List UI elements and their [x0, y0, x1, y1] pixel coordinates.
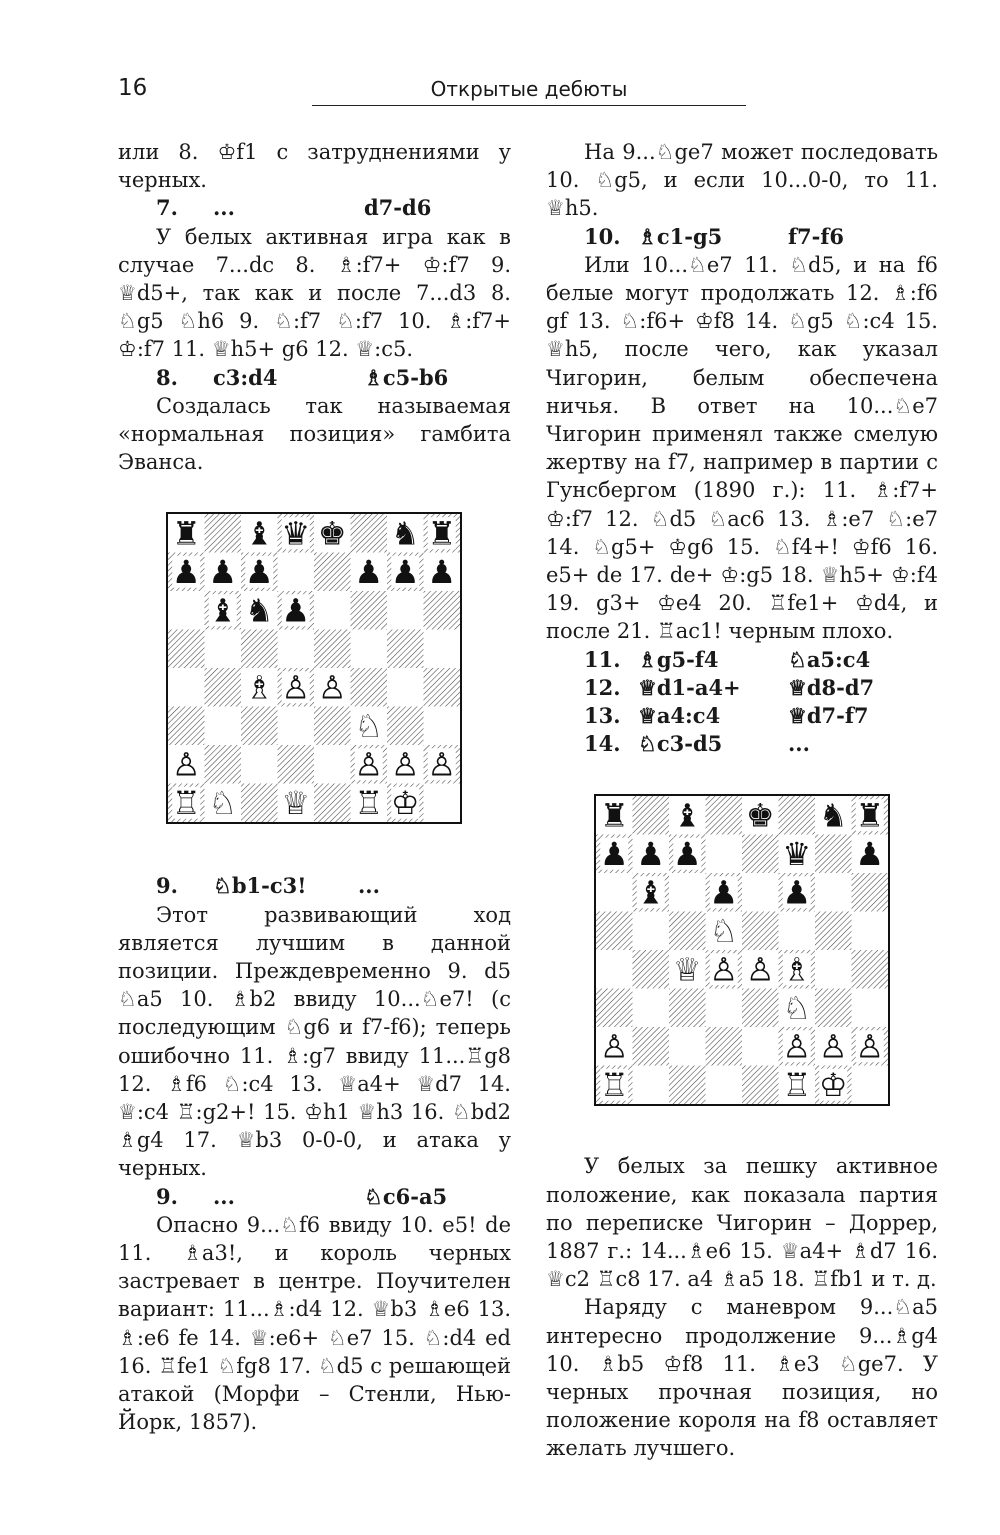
white-pawn-icon: ♙	[782, 1027, 812, 1066]
white-king-icon: ♔	[818, 1066, 848, 1105]
black-pawn-icon: ♟	[244, 553, 274, 592]
dark-square	[669, 912, 706, 951]
white-knight-icon: ♘	[208, 784, 238, 823]
dark-square	[314, 630, 351, 669]
white-move: ♗c1-g5	[638, 223, 723, 249]
running-title: Открытые дебюты	[430, 77, 628, 101]
black-rook-icon: ♜	[599, 796, 629, 835]
black-move: f7-f6	[788, 223, 845, 249]
black-king-icon: ♚	[317, 514, 347, 553]
black-pawn-icon: ♟	[427, 553, 457, 592]
white-pawn-icon: ♙	[599, 1027, 629, 1066]
black-pawn-icon: ♟	[390, 553, 420, 592]
black-bishop-icon: ♝	[208, 591, 238, 630]
page-number: 16	[118, 75, 148, 101]
dark-square	[314, 784, 351, 823]
white-move: c3:d4	[213, 364, 278, 390]
paragraph: Этот развивающий ход является лучшим в данной позиции. Преждевременно 9. d5 ♘a5 10. ♗b2 ввиду 10...♘e7! (с последующим ♘g6 и f7-f6); теперь ошибочно 11. ♗:g7 ввиду 11...♖g8 12. ♗f6 ♘:c4 13. ♕a4+ ♕d7 14. ♕:c4 ♖:g2+! 15. ♔h1 ♕h3 16. ♘bd2 ♗g4 17. ♕b3 0-0-0, и атака у черных.	[118, 902, 511, 1181]
move-number: 11.	[584, 646, 621, 672]
dark-square	[168, 630, 205, 669]
black-pawn-icon: ♟	[281, 591, 311, 630]
black-king-icon: ♚	[745, 796, 775, 835]
white-queen-icon: ♕	[672, 950, 702, 989]
white-pawn-icon: ♙	[818, 1027, 848, 1066]
white-rook-icon: ♖	[171, 784, 201, 823]
header-rule	[312, 105, 746, 106]
white-knight-icon: ♘	[709, 912, 739, 951]
dark-square	[314, 707, 351, 746]
move-line	[118, 1183, 511, 1211]
dark-square	[424, 668, 461, 707]
black-pawn-icon: ♟	[672, 835, 702, 874]
black-move: ♘c6-a5	[364, 1183, 448, 1209]
dark-square	[815, 989, 852, 1028]
white-bishop-icon: ♗	[244, 668, 274, 707]
dark-square	[706, 796, 743, 835]
white-move: ...	[213, 1183, 235, 1209]
white-pawn-icon: ♙	[317, 668, 347, 707]
move-number: 9.	[156, 873, 178, 899]
paragraph: У белых активная игра как в случае 7...dc 8. ♗:f7+ ♔:f7 9. ♕d5+, так как и после 7...d3 8. ♘g5 ♘h6 9. ♘:f7 ♘:f7 10. ♗:f7+ ♔:f7 11. ♕h5+ g6 12. ♕:c5.	[118, 224, 511, 362]
move-number: 13.	[584, 703, 621, 729]
white-king-icon: ♔	[390, 784, 420, 823]
white-rook-icon: ♖	[782, 1066, 812, 1105]
black-pawn-icon: ♟	[171, 553, 201, 592]
white-move: ♘c3-d5	[638, 731, 723, 757]
move-line	[546, 702, 938, 730]
move-number: 14.	[584, 731, 621, 757]
black-knight-icon: ♞	[818, 796, 848, 835]
move-line	[546, 223, 938, 251]
black-pawn-icon: ♟	[782, 873, 812, 912]
black-move: ♕d7-f7	[788, 703, 869, 729]
dark-square	[387, 630, 424, 669]
paragraph: У белых за пешку активное положение, как показала партия по переписке Чигорин – Доррер, 1887 г.: 14...♗e6 15. ♕a4+ ♗d7 16. ♕c2 ♖c8 17. a4 ♗a5 18. ♖fb1 и т. д.	[546, 1154, 938, 1292]
white-rook-icon: ♖	[599, 1066, 629, 1105]
black-move: ...	[788, 731, 810, 757]
white-pawn-icon: ♙	[855, 1027, 885, 1066]
dark-square	[706, 1027, 743, 1066]
dark-square	[669, 989, 706, 1028]
move-number: 9.	[156, 1183, 178, 1209]
dark-square	[596, 989, 633, 1028]
dark-square	[633, 950, 670, 989]
white-pawn-icon: ♙	[171, 745, 201, 784]
move-line	[118, 364, 511, 392]
chess-board	[166, 512, 462, 824]
white-move: ...	[213, 195, 235, 221]
dark-square	[241, 784, 278, 823]
dark-square	[424, 591, 461, 630]
chess-diagram-2	[594, 794, 938, 1106]
move-line	[118, 194, 511, 222]
black-bishop-icon: ♝	[672, 796, 702, 835]
black-bishop-icon: ♝	[636, 873, 666, 912]
black-bishop-icon: ♝	[244, 514, 274, 553]
dark-square	[351, 514, 388, 553]
black-move: ♗c5-b6	[364, 364, 449, 390]
black-move: d7-d6	[364, 195, 432, 221]
white-move: ♕a4:c4	[638, 703, 721, 729]
black-pawn-icon: ♟	[599, 835, 629, 874]
dark-square	[387, 707, 424, 746]
chess-diagram-1	[166, 512, 511, 824]
dark-square	[815, 912, 852, 951]
dark-square	[633, 1027, 670, 1066]
paragraph: Наряду с маневром 9...♘a5 интересно продолжение 9...♗g4 10. ♗b5 ♔f8 11. ♗e3 ♘ge7. У черных прочная позиция, но положение короля на f8 оставляет желать лучшего.	[546, 1295, 938, 1461]
dark-square	[351, 668, 388, 707]
dark-square	[278, 745, 315, 784]
move-number: 8.	[156, 364, 178, 390]
dark-square	[168, 707, 205, 746]
white-pawn-icon: ♙	[745, 950, 775, 989]
paragraph: Или 10...♘e7 11. ♘d5, и на f6 белые могут продолжать 12. ♗:f6 gf 13. ♘:f6+ ♔f8 14. ♘g5 ♘:c4 15. ♕h5, после чего, как указал Чигорин, белым обеспечена ничья. В ответ на 10...♘e7 Чигорин применял также смелую жертву на f7, например в партии с Гунсбергом (1890 г.): 11. ♗:f7+ ♔:f7 12. ♘d5 ♘ac6 13. ♗:e7 ♘:e7 14. ♘g5+ ♔g6 15. ♘f4+! ♔f6 16. e5+ de 17. de+ ♔:g5 18. ♕h5+ ♔:f4 19. g3+ ♔e4 20. ♖fe1+ ♔d4, и после 21. ♖ac1! черным плохо.	[546, 252, 938, 644]
right-column	[546, 138, 938, 1463]
black-pawn-icon: ♟	[709, 873, 739, 912]
dark-square	[205, 514, 242, 553]
move-number: 7.	[156, 195, 178, 221]
black-move: ♕d8-d7	[788, 674, 875, 700]
move-line	[546, 674, 938, 702]
white-bishop-icon: ♗	[782, 950, 812, 989]
black-rook-icon: ♜	[171, 514, 201, 553]
white-move: ♗g5-f4	[638, 646, 719, 672]
dark-square	[742, 1066, 779, 1105]
dark-square	[742, 989, 779, 1028]
black-pawn-icon: ♟	[636, 835, 666, 874]
chess-board	[594, 794, 890, 1106]
black-queen-icon: ♛	[281, 514, 311, 553]
black-knight-icon: ♞	[390, 514, 420, 553]
black-rook-icon: ♜	[855, 796, 885, 835]
black-move: ...	[358, 873, 380, 899]
paragraph: или 8. ♔f1 с затруднениями у черных.	[118, 140, 511, 193]
dark-square	[314, 553, 351, 592]
dark-square	[742, 835, 779, 874]
white-rook-icon: ♖	[354, 784, 384, 823]
dark-square	[351, 591, 388, 630]
white-move: ♕d1-a4+	[638, 674, 741, 700]
white-pawn-icon: ♙	[427, 745, 457, 784]
move-number: 10.	[584, 223, 621, 249]
black-queen-icon: ♛	[782, 835, 812, 874]
white-knight-icon: ♘	[354, 707, 384, 746]
black-move: ♘a5:c4	[788, 646, 871, 672]
black-pawn-icon: ♟	[855, 835, 885, 874]
move-line	[546, 730, 938, 758]
black-knight-icon: ♞	[244, 591, 274, 630]
white-move: ♘b1-c3!	[213, 873, 307, 899]
paragraph: На 9...♘ge7 может последовать 10. ♘g5, и если 10...0-0, то 11. ♕h5.	[546, 140, 938, 221]
dark-square	[852, 873, 889, 912]
dark-square	[241, 630, 278, 669]
dark-square	[815, 835, 852, 874]
dark-square	[633, 796, 670, 835]
dark-square	[205, 745, 242, 784]
left-column	[118, 138, 511, 1436]
black-pawn-icon: ♟	[208, 553, 238, 592]
move-number: 12.	[584, 674, 621, 700]
dark-square	[669, 1066, 706, 1105]
white-pawn-icon: ♙	[281, 668, 311, 707]
black-rook-icon: ♜	[427, 514, 457, 553]
move-line	[118, 872, 511, 900]
white-queen-icon: ♕	[281, 784, 311, 823]
white-pawn-icon: ♙	[354, 745, 384, 784]
black-pawn-icon: ♟	[354, 553, 384, 592]
white-knight-icon: ♘	[782, 989, 812, 1028]
dark-square	[241, 707, 278, 746]
dark-square	[596, 912, 633, 951]
paragraph: Опасно 9...♘f6 ввиду 10. e5! de 11. ♗a3!, и король черных застревает в центре. Поучителен вариант: 11...♗:d4 12. ♕b3 ♗e6 13. ♗:e6 fe 14. ♕:e6+ ♘e7 15. ♘:d4 ed 16. ♖fe1 ♘fg8 17. ♘d5 с решающей атакой (Морфи – Стенли, Нью-Йорк, 1857).	[118, 1212, 511, 1435]
dark-square	[852, 950, 889, 989]
paragraph: Создалась так называемая «нормальная позиция» гамбита Эванса.	[118, 393, 511, 475]
dark-square	[742, 912, 779, 951]
dark-square	[779, 796, 816, 835]
white-pawn-icon: ♙	[709, 950, 739, 989]
move-line	[546, 646, 938, 674]
dark-square	[205, 668, 242, 707]
white-pawn-icon: ♙	[390, 745, 420, 784]
